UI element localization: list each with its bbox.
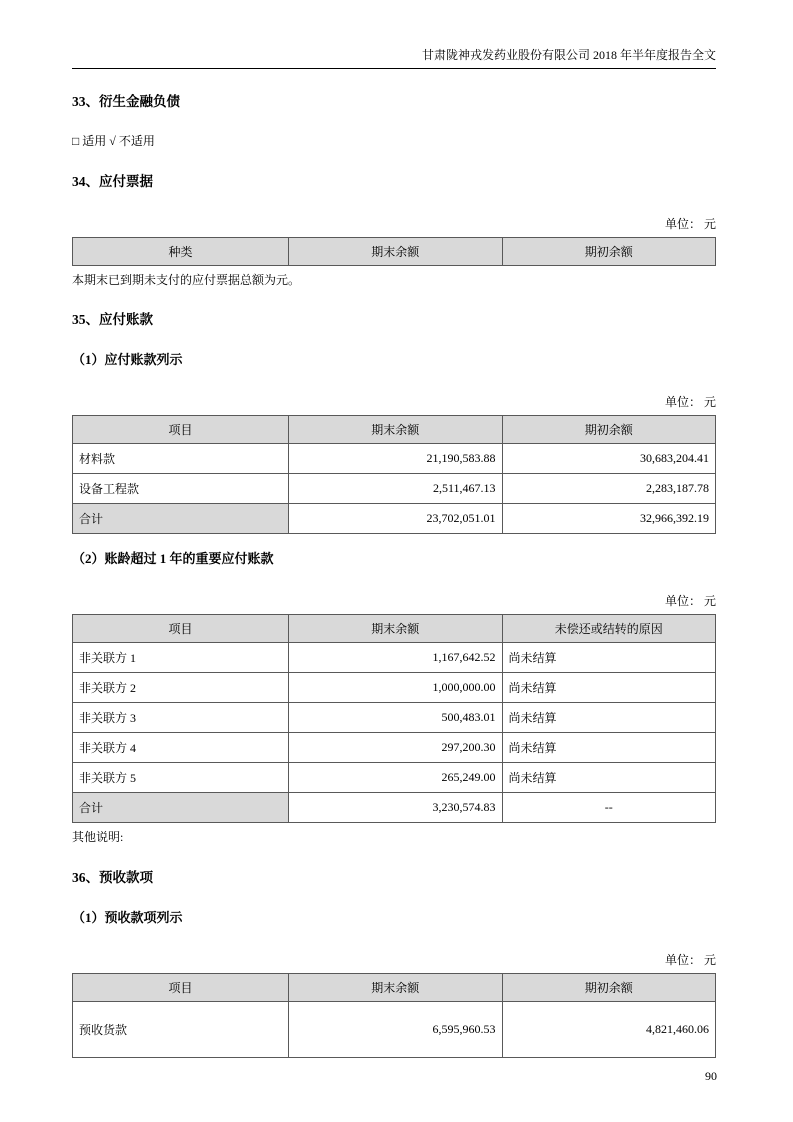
ending-balance-cell: 6,595,960.53 xyxy=(289,1002,502,1058)
unit-label: 单位： 元 xyxy=(664,594,716,608)
ending-balance-cell: 500,483.01 xyxy=(289,703,502,733)
aged-payables-table xyxy=(72,614,716,823)
col-header-item: 项目 xyxy=(73,974,289,1002)
item-cell: 非关联方 1 xyxy=(73,643,289,673)
col-header-reason: 未偿还或结转的原因 xyxy=(502,615,715,643)
table-row xyxy=(73,643,716,673)
ending-balance-cell: 297,200.30 xyxy=(289,733,502,763)
col-header-ending-balance: 期末余额 xyxy=(289,238,502,266)
advances-received-table xyxy=(72,973,716,1058)
reason-cell: 尚未结算 xyxy=(502,703,715,733)
notes-payable-note: 本期末已到期未支付的应付票据总额为元。 xyxy=(72,273,301,287)
unit-label: 单位： 元 xyxy=(664,395,716,409)
section-36-title: 36、预收款项 xyxy=(72,870,153,885)
item-cell: 非关联方 4 xyxy=(73,733,289,763)
unit-label: 单位： 元 xyxy=(664,217,716,231)
ending-balance-cell: 21,190,583.88 xyxy=(289,444,502,474)
col-header-ending-balance: 期末余额 xyxy=(289,416,502,444)
table-row xyxy=(73,444,716,474)
col-header-beginning-balance: 期初余额 xyxy=(502,238,715,266)
table-header-row xyxy=(73,974,716,1002)
beginning-balance-cell: 4,821,460.06 xyxy=(502,1002,715,1058)
ending-balance-cell: 2,511,467.13 xyxy=(289,474,502,504)
reason-cell: 尚未结算 xyxy=(502,673,715,703)
total-label-cell: 合计 xyxy=(73,504,289,534)
col-header-beginning-balance: 期初余额 xyxy=(502,974,715,1002)
table-row xyxy=(73,733,716,763)
table-header-row xyxy=(73,416,716,444)
beginning-balance-total-cell: 32,966,392.19 xyxy=(502,504,715,534)
section-36-sub1-title: （1）预收款项列示 xyxy=(72,910,183,925)
table-header-row xyxy=(73,615,716,643)
reason-cell: 尚未结算 xyxy=(502,763,715,793)
ending-balance-total-cell: 23,702,051.01 xyxy=(289,504,502,534)
table-total-row xyxy=(73,504,716,534)
col-header-item: 项目 xyxy=(73,416,289,444)
other-notes-label: 其他说明: xyxy=(72,830,124,844)
table-total-row xyxy=(73,793,716,823)
ending-balance-cell: 1,167,642.52 xyxy=(289,643,502,673)
col-header-type: 种类 xyxy=(73,238,289,266)
reason-cell: 尚未结算 xyxy=(502,733,715,763)
table-row xyxy=(73,703,716,733)
section-35-title: 35、应付账款 xyxy=(72,312,153,327)
item-cell: 预收货款 xyxy=(73,1002,289,1058)
page-number: 90 xyxy=(705,1069,717,1083)
table-row xyxy=(73,474,716,504)
applicability-line: □ 适用 √ 不适用 xyxy=(72,134,155,148)
table-row xyxy=(73,1002,716,1058)
ending-balance-total-cell: 3,230,574.83 xyxy=(289,793,502,823)
total-label-cell: 合计 xyxy=(73,793,289,823)
section-33-title: 33、衍生金融负债 xyxy=(72,94,180,109)
beginning-balance-cell: 2,283,187.78 xyxy=(502,474,715,504)
table-header-row xyxy=(73,238,716,266)
col-header-ending-balance: 期末余额 xyxy=(289,974,502,1002)
reason-total-cell: -- xyxy=(502,793,715,823)
col-header-item: 项目 xyxy=(73,615,289,643)
item-cell: 非关联方 2 xyxy=(73,673,289,703)
col-header-beginning-balance: 期初余额 xyxy=(502,416,715,444)
beginning-balance-cell: 30,683,204.41 xyxy=(502,444,715,474)
item-cell: 非关联方 3 xyxy=(73,703,289,733)
item-cell: 设备工程款 xyxy=(73,474,289,504)
table-row xyxy=(73,673,716,703)
section-35-sub1-title: （1）应付账款列示 xyxy=(72,352,183,367)
reason-cell: 尚未结算 xyxy=(502,643,715,673)
table-row xyxy=(73,763,716,793)
section-34-title: 34、应付票据 xyxy=(72,174,153,189)
ending-balance-cell: 265,249.00 xyxy=(289,763,502,793)
notes-payable-table xyxy=(72,237,716,266)
item-cell: 非关联方 5 xyxy=(73,763,289,793)
ending-balance-cell: 1,000,000.00 xyxy=(289,673,502,703)
col-header-ending-balance: 期末余额 xyxy=(289,615,502,643)
report-header-title: 甘肃陇神戎发药业股份有限公司 2018 年半年度报告全文 xyxy=(72,48,716,69)
item-cell: 材料款 xyxy=(73,444,289,474)
unit-label: 单位： 元 xyxy=(664,953,716,967)
section-35-sub2-title: （2）账龄超过 1 年的重要应付账款 xyxy=(72,551,274,566)
accounts-payable-table xyxy=(72,415,716,534)
